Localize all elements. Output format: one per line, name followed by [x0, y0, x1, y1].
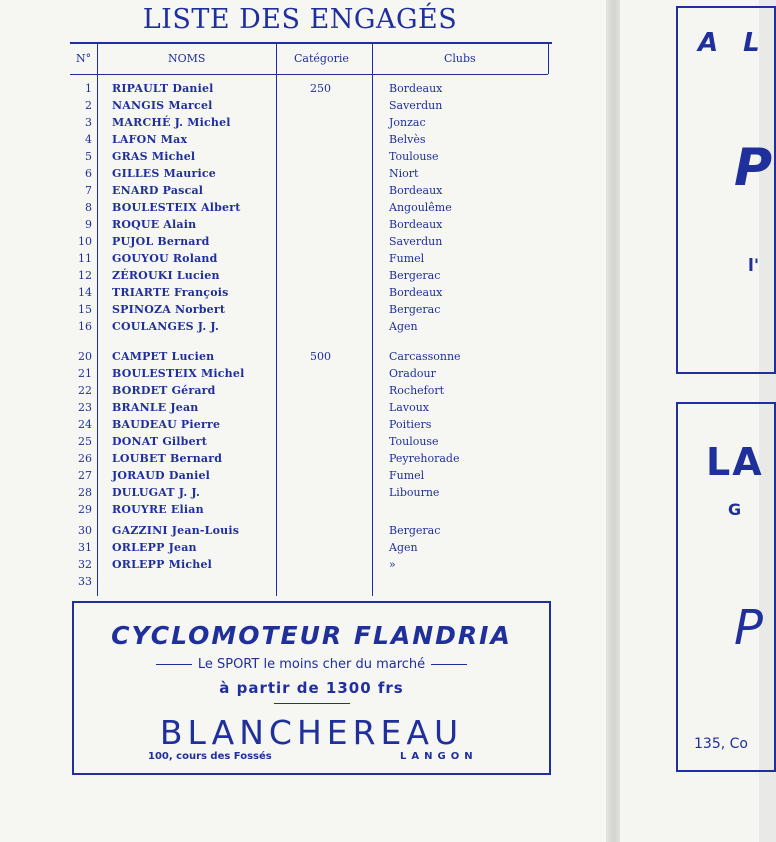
row-club: Bergerac — [389, 269, 441, 282]
row-club: Bordeaux — [389, 184, 443, 197]
rider-name: BRANLE Jean — [112, 401, 199, 414]
row-club: Carcassonne — [389, 350, 461, 363]
row-number: 11 — [78, 252, 92, 265]
ad-title: CYCLOMOTEUR FLANDRIA — [111, 621, 512, 650]
right-large-letter: P — [734, 138, 773, 198]
table-row — [70, 558, 550, 575]
table-row — [70, 486, 550, 503]
rider-name: BORDET Gérard — [112, 384, 216, 397]
rider-name: GRAS Michel — [112, 150, 196, 163]
row-number: 10 — [78, 235, 92, 248]
row-club: Fumel — [389, 469, 425, 482]
row-number: 9 — [85, 218, 92, 231]
right-logo-sub: G — [728, 500, 742, 519]
row-number: 22 — [78, 384, 92, 397]
table-row — [70, 184, 550, 201]
table-row — [70, 541, 550, 558]
rider-name: DONAT Gilbert — [112, 435, 208, 448]
dash-rule — [431, 664, 467, 665]
right-script-letter: P — [734, 600, 763, 656]
row-number: 20 — [78, 350, 92, 363]
row-club: Jonzac — [389, 116, 426, 129]
row-number: 6 — [85, 167, 92, 180]
rider-name: ROUYRE Elian — [112, 503, 204, 516]
rider-name: BOULESTEIX Albert — [112, 201, 241, 214]
row-number: 14 — [78, 286, 92, 299]
rider-name: NANGIS Marcel — [112, 99, 213, 112]
rider-name: GOUYOU Roland — [112, 252, 218, 265]
right-ad-box — [676, 6, 776, 374]
row-club: Toulouse — [389, 435, 439, 448]
row-number: 33 — [78, 575, 92, 588]
row-number: 2 — [85, 99, 92, 112]
table-row — [70, 133, 550, 150]
table-row — [70, 150, 550, 167]
row-club: Bordeaux — [389, 286, 443, 299]
header-num: N° — [76, 52, 92, 65]
row-club: Rochefort — [389, 384, 445, 397]
advert-flandria — [72, 601, 551, 775]
title-underline — [70, 42, 552, 44]
table-row — [70, 401, 550, 418]
rider-name: BAUDEAU Pierre — [112, 418, 221, 431]
row-club: Angoulême — [389, 201, 452, 214]
rider-name: GAZZINI Jean-Louis — [112, 524, 240, 537]
row-club: Toulouse — [389, 150, 439, 163]
rider-name: ROQUE Alain — [112, 218, 197, 231]
table-row — [70, 269, 550, 286]
row-club: Bordeaux — [389, 82, 443, 95]
row-number: 4 — [85, 133, 92, 146]
table-row — [70, 167, 550, 184]
row-number: 7 — [85, 184, 92, 197]
row-number: 21 — [78, 367, 92, 380]
row-number: 24 — [78, 418, 92, 431]
row-number: 15 — [78, 303, 92, 316]
row-number: 28 — [78, 486, 92, 499]
table-row — [70, 418, 550, 435]
rider-name: ENARD Pascal — [112, 184, 204, 197]
row-club: Bergerac — [389, 524, 441, 537]
row-number: 30 — [78, 524, 92, 537]
rider-name: JORAUD Daniel — [112, 469, 211, 482]
table-row — [70, 320, 550, 337]
row-number: 8 — [85, 201, 92, 214]
ad-brand: BLANCHEREAU — [159, 713, 464, 752]
ad-separator — [274, 703, 350, 704]
table-row — [70, 235, 550, 252]
row-number: 27 — [78, 469, 92, 482]
column-divider — [548, 44, 549, 74]
table-row — [70, 286, 550, 303]
row-club: Saverdun — [389, 235, 443, 248]
table-row — [70, 218, 550, 235]
table-row — [70, 503, 550, 520]
table-row — [70, 367, 550, 384]
row-category: 500 — [310, 350, 331, 363]
rider-name: ORLEPP Michel — [112, 558, 213, 571]
header-clubs: Clubs — [444, 52, 476, 65]
table-row — [70, 99, 550, 116]
header-names: NOMS — [168, 52, 206, 65]
row-club: Agen — [389, 320, 418, 333]
right-ad-box — [676, 402, 776, 772]
row-club: Bergerac — [389, 303, 441, 316]
row-club: Agen — [389, 541, 418, 554]
row-club: Niort — [389, 167, 419, 180]
row-number: 12 — [78, 269, 92, 282]
ad-subtitle-text: Le SPORT le moins cher du marché — [197, 657, 426, 672]
row-club: » — [389, 558, 396, 571]
right-partial-word: l' — [748, 256, 760, 276]
row-category: 250 — [310, 82, 331, 95]
rider-name: ORLEPP Jean — [112, 541, 197, 554]
rider-name: DULUGAT J. J. — [112, 486, 200, 499]
rider-name: RIPAULT Daniel — [112, 82, 214, 95]
row-club: Peyrehorade — [389, 452, 460, 465]
rider-name: MARCHÉ J. Michel — [112, 116, 231, 129]
rider-name: GILLES Maurice — [112, 167, 216, 180]
page-title: LISTE DES ENGAGÉS — [142, 4, 458, 35]
table-row — [70, 384, 550, 401]
row-club: Poitiers — [389, 418, 432, 431]
right-address-text: 135, Co — [694, 736, 748, 752]
table-row — [70, 452, 550, 469]
header-rule — [70, 74, 548, 75]
row-club: Oradour — [389, 367, 436, 380]
rider-name: SPINOZA Norbert — [112, 303, 226, 316]
rider-name: TRIARTE François — [112, 286, 229, 299]
row-number: 1 — [85, 82, 92, 95]
table-row — [70, 524, 550, 541]
rider-name: LOUBET Bernard — [112, 452, 223, 465]
rider-name: BOULESTEIX Michel — [112, 367, 245, 380]
row-club: Libourne — [389, 486, 440, 499]
ad-address: 100, cours des Fossés — [148, 751, 272, 762]
rider-name: PUJOL Bernard — [112, 235, 210, 248]
table-row — [70, 252, 550, 269]
right-banner-text: A L — [698, 28, 768, 58]
ad-town: LANGON — [400, 751, 478, 762]
row-club: Bordeaux — [389, 218, 443, 231]
table-row — [70, 82, 550, 99]
rider-name: ZÉROUKI Lucien — [112, 269, 220, 282]
table-row — [70, 201, 550, 218]
ad-price: à partir de 1300 frs — [219, 679, 404, 697]
row-number: 5 — [85, 150, 92, 163]
right-logo-text: LA — [706, 440, 764, 484]
row-club: Belvès — [389, 133, 426, 146]
row-number: 16 — [78, 320, 92, 333]
row-number: 31 — [78, 541, 92, 554]
row-number: 32 — [78, 558, 92, 571]
row-number: 23 — [78, 401, 92, 414]
row-number: 29 — [78, 503, 92, 516]
table-row — [70, 303, 550, 320]
table-row — [70, 116, 550, 133]
table-row — [70, 575, 550, 592]
row-club: Saverdun — [389, 99, 443, 112]
row-number: 3 — [85, 116, 92, 129]
right-page — [620, 0, 773, 842]
rider-name: COULANGES J. J. — [112, 320, 219, 333]
dash-rule — [156, 664, 192, 665]
row-number: 26 — [78, 452, 92, 465]
row-club: Lavoux — [389, 401, 429, 414]
row-club: Fumel — [389, 252, 425, 265]
header-category: Catégorie — [294, 52, 349, 65]
table-row — [70, 435, 550, 452]
row-number: 25 — [78, 435, 92, 448]
table-row — [70, 350, 550, 367]
rider-name: LAFON Max — [112, 133, 188, 146]
table-row — [70, 469, 550, 486]
ad-subtitle — [74, 657, 549, 672]
rider-name: CAMPET Lucien — [112, 350, 215, 363]
